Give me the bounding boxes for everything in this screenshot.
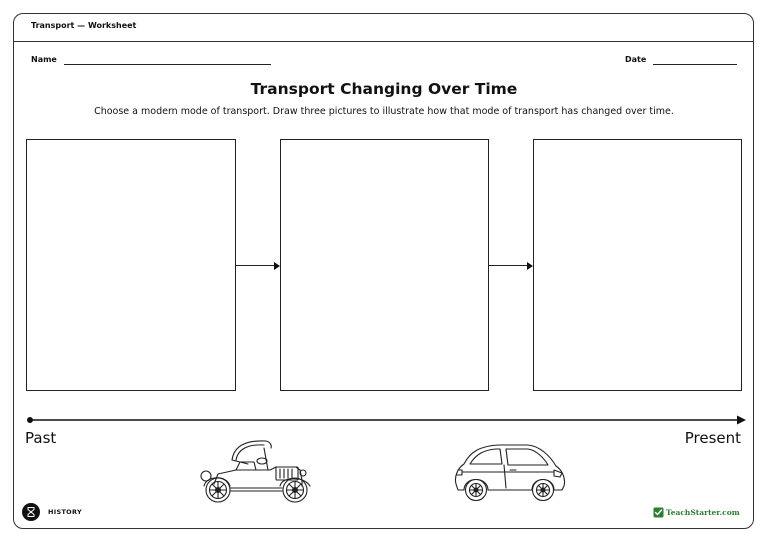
drawing-box-2[interactable] [280, 139, 489, 391]
timeline-past-label: Past [25, 429, 57, 447]
timeline-present-label: Present [684, 429, 741, 447]
brand-text: TeachStarter.com [666, 507, 740, 517]
worksheet-header-title: Transport — Worksheet [31, 21, 137, 30]
modern-car-icon [450, 440, 570, 506]
header-divider [14, 41, 753, 42]
date-line[interactable] [653, 64, 737, 65]
timeline-arrow [24, 412, 746, 428]
arrow-1-line [236, 265, 274, 266]
name-line[interactable] [64, 64, 271, 65]
arrow-1-head [274, 262, 280, 270]
arrow-2-line [489, 265, 527, 266]
name-label: Name [31, 55, 57, 64]
brand-logo [653, 506, 740, 518]
check-icon [653, 507, 664, 518]
footer-subject-label: HISTORY [48, 508, 82, 516]
hourglass-icon [22, 503, 40, 521]
page-title: Transport Changing Over Time [250, 80, 518, 98]
drawing-box-1[interactable] [26, 139, 236, 391]
instructions-text: Choose a modern mode of transport. Draw three pictures to illustrate how that mode of transport has changed over time. [94, 106, 674, 117]
arrow-2-head [527, 262, 533, 270]
drawing-box-3[interactable] [533, 139, 742, 391]
date-label: Date [625, 55, 647, 64]
vintage-car-icon [196, 436, 314, 506]
